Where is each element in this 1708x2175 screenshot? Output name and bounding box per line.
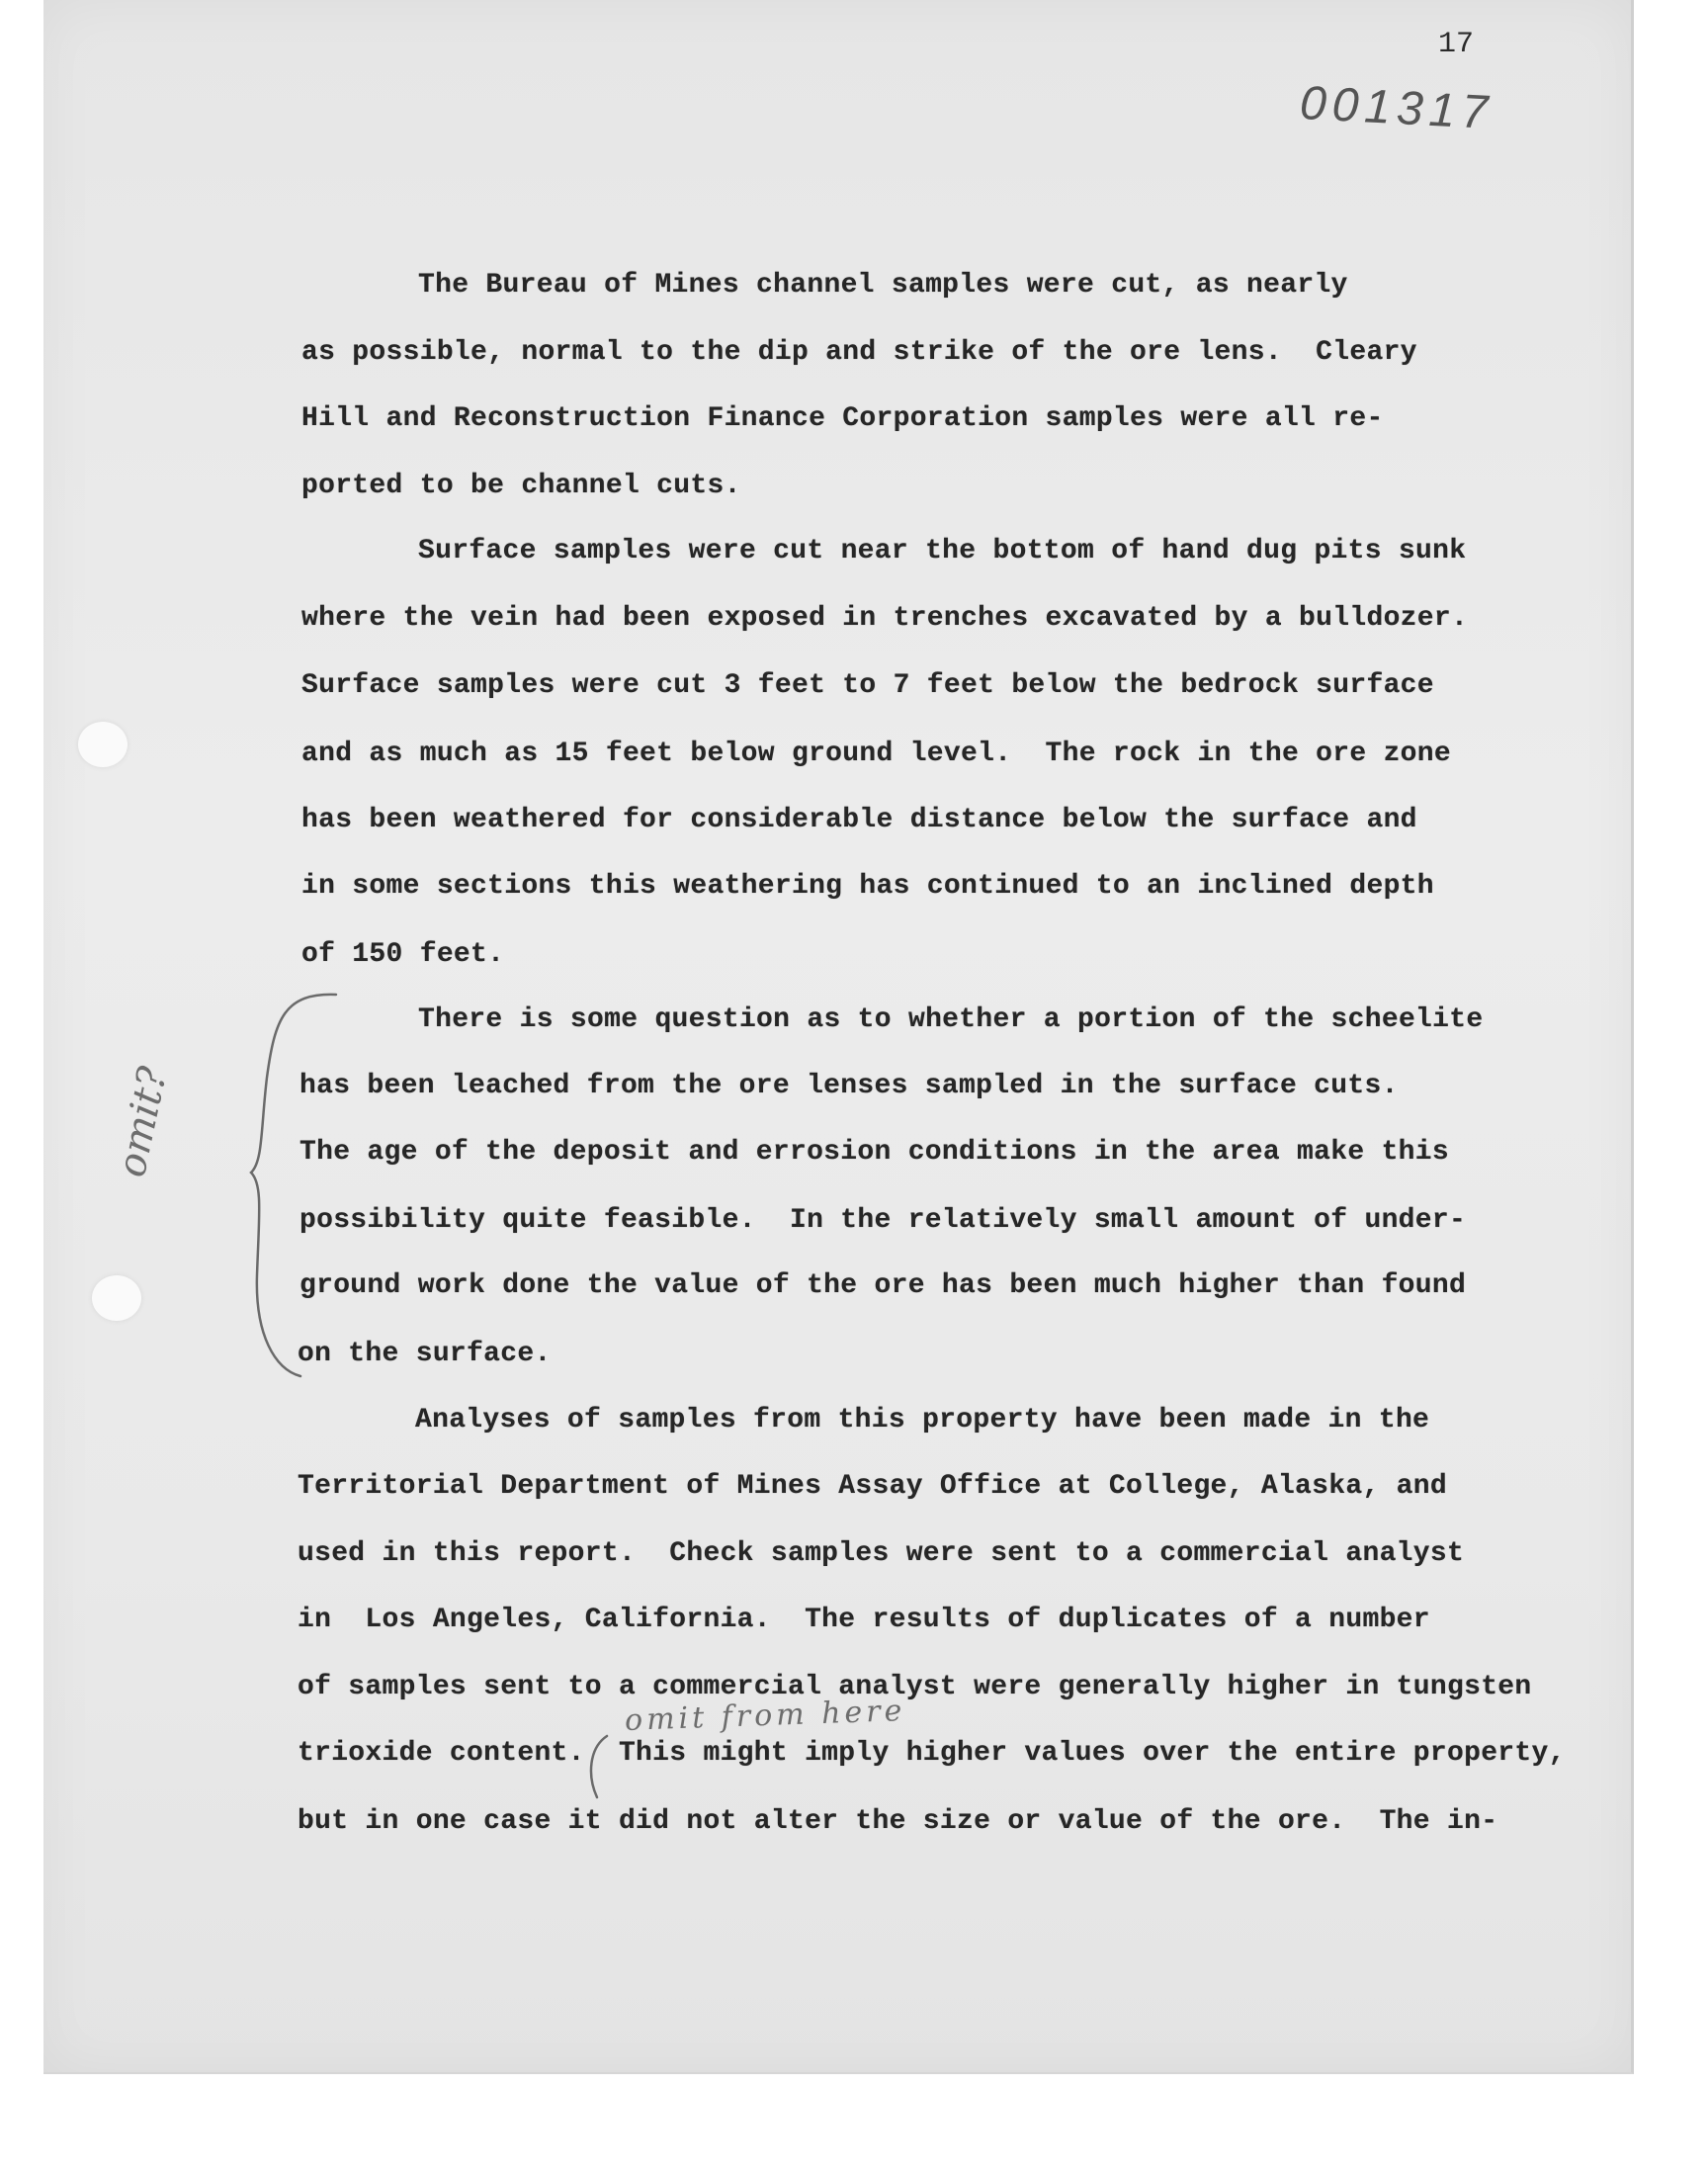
body-line-21: in Los Angeles, California. The results of duplicates of a number	[298, 1605, 1430, 1635]
body-line-18: Analyses of samples from this property have been made in the	[415, 1405, 1430, 1436]
body-line-12: There is some question as to whether a portion of the scheelite	[418, 1004, 1484, 1035]
body-line-19: Territorial Department of Mines Assay Office at College, Alaska, and	[298, 1471, 1447, 1502]
document-stamp-number: 001317	[1298, 76, 1495, 140]
body-line-24: but in one case it did not alter the size or value of the ore. The in-	[298, 1806, 1498, 1837]
body-line-5: Surface samples were cut near the bottom of hand dug pits sunk	[418, 536, 1467, 566]
body-line-6: where the vein had been exposed in trenches excavated by a bulldozer.	[301, 603, 1469, 634]
handwritten-parenthesis	[583, 1732, 613, 1801]
body-line-10: in some sections this weathering has continued to an inclined depth	[301, 871, 1434, 902]
body-line-8: and as much as 15 feet below ground level. The rock in the ore zone	[301, 739, 1451, 769]
handwritten-omit-question: omit?	[109, 1063, 177, 1181]
body-line-15: possibility quite feasible. In the relatively small amount of under-	[299, 1205, 1467, 1236]
body-line-13: has been leached from the ore lenses sampled in the surface cuts.	[299, 1071, 1399, 1101]
page-number: 17	[1438, 28, 1475, 61]
body-line-11: of 150 feet.	[301, 939, 505, 970]
body-line-9: has been weathered for considerable distance below the surface and	[301, 805, 1417, 835]
handwritten-omit-from-here: omit from here	[624, 1694, 906, 1738]
punch-hole-lower	[92, 1275, 141, 1321]
body-line-20: used in this report. Check samples were sent to a commercial analyst	[298, 1538, 1465, 1569]
body-line-7: Surface samples were cut 3 feet to 7 feet below the bedrock surface	[301, 670, 1434, 701]
body-line-16: ground work done the value of the ore has been much higher than found	[299, 1270, 1467, 1301]
body-line-23: trioxide content. This might imply higher values over the entire property,	[298, 1738, 1566, 1769]
body-line-4: ported to be channel cuts.	[301, 471, 741, 501]
body-line-3: Hill and Reconstruction Finance Corporation samples were all re-	[301, 403, 1384, 434]
body-line-2: as possible, normal to the dip and strike of the ore lens. Cleary	[301, 337, 1417, 368]
body-line-22: of samples sent to a commercial analyst were generally higher in tungsten	[298, 1672, 1532, 1702]
handwritten-brace	[245, 989, 344, 1384]
body-line-17: on the surface.	[298, 1339, 552, 1369]
body-line-1: The Bureau of Mines channel samples were cut, as nearly	[418, 270, 1348, 301]
punch-hole-upper	[78, 722, 128, 767]
body-line-14: The age of the deposit and errosion conditions in the area make this	[299, 1137, 1449, 1168]
